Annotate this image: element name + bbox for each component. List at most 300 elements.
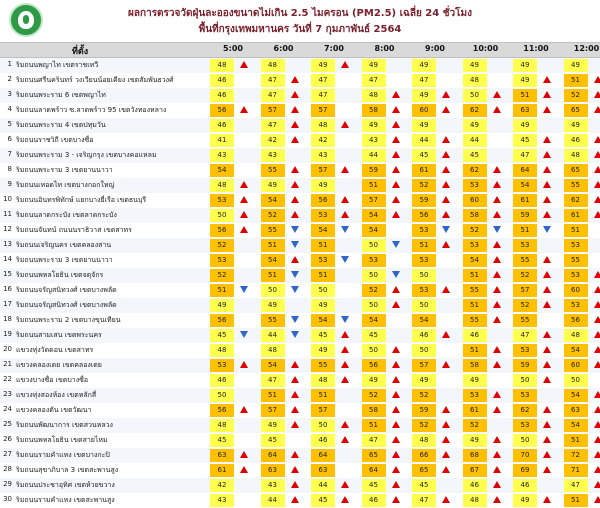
pm25-value-cell: 64 [362,464,386,477]
pm25-value-cell: 49 [463,374,487,387]
pm25-value-cell: 46 [412,329,436,342]
pm25-value-cell: 50 [362,344,386,357]
pm25-value-cell: 50 [210,209,234,222]
up-triangle-icon [594,436,600,444]
pm25-value-cell: 53 [513,389,537,402]
pm25-value-cell: 49 [463,119,487,132]
up-triangle-icon [493,451,501,459]
pm25-value-cell: 51 [311,389,335,402]
table-row [0,103,600,118]
station-name: ริมถนนเจริญนคร เขตคลองสาน [16,241,112,249]
pm25-value-cell: 51 [564,224,588,237]
table-row [0,238,600,253]
pm25-value-cell: 51 [463,344,487,357]
pm25-value-cell: 47 [261,74,285,87]
row-number: 18 [3,315,12,323]
report-subtitle: พื้นที่กรุงเทพมหานคร วันที่ 7 กุมภาพันธ์ 2564 [198,24,402,35]
pm25-value-cell: 54 [362,314,386,327]
up-triangle-icon [291,406,299,414]
up-triangle-icon [594,466,600,474]
table-row [0,343,600,358]
up-triangle-icon [240,361,248,369]
time-header: 9:00 [425,44,445,53]
table-row [0,433,600,448]
pm25-value-cell: 52 [513,299,537,312]
station-name: ริมถนนสามเสน เขตพระนคร [16,331,102,339]
pm25-value-cell: 45 [311,494,335,507]
row-number: 3 [7,90,12,98]
pm25-value-cell: 43 [362,134,386,147]
up-triangle-icon [392,376,400,384]
pm25-value-cell: 49 [362,374,386,387]
pm25-value-cell: 58 [362,104,386,117]
pm25-value-cell: 47 [261,89,285,102]
pm25-value-cell: 48 [210,59,234,72]
up-triangle-icon [594,166,600,174]
pm25-value-cell: 65 [564,104,588,117]
up-triangle-icon [543,136,551,144]
up-triangle-icon [291,481,299,489]
time-header: 12:00 [573,44,600,53]
pm25-value-cell: 50 [261,284,285,297]
row-number: 24 [3,405,12,413]
up-triangle-icon [341,346,349,354]
up-triangle-icon [392,151,400,159]
pm25-value-cell: 54 [362,209,386,222]
station-name: ริมถนนลาดกระบัง เขตลาดกระบัง [16,211,117,219]
down-triangle-icon [291,226,299,234]
up-triangle-icon [442,196,450,204]
pm25-value-cell: 63 [564,404,588,417]
pm25-value-cell: 50 [362,299,386,312]
pm25-value-cell: 49 [412,119,436,132]
pm25-value-cell: 54 [412,314,436,327]
pm25-value-cell: 50 [311,284,335,297]
pm25-value-cell: 50 [513,374,537,387]
up-triangle-icon [240,226,248,234]
station-name: ริมถนนพัฒนาการ เขตสวนหลวง [16,421,113,429]
station-name: ริมถนนพหลโยธิน เขตจตุจักร [16,271,104,279]
pm25-value-cell: 51 [210,284,234,297]
up-triangle-icon [291,496,299,504]
pm25-value-cell: 43 [210,494,234,507]
up-triangle-icon [594,331,600,339]
pm25-value-cell: 53 [564,299,588,312]
pm25-value-cell: 43 [210,149,234,162]
pm25-value-cell: 48 [311,119,335,132]
up-triangle-icon [442,331,450,339]
down-triangle-icon [240,286,248,294]
pm25-value-cell: 57 [311,404,335,417]
up-triangle-icon [392,106,400,114]
pm25-value-cell: 51 [311,269,335,282]
pm25-value-cell: 50 [513,434,537,447]
pm25-value-cell: 67 [463,464,487,477]
station-name: ริมถนนจรัญสนิทวงศ์ เขตบางพลัด [16,301,117,309]
pm25-value-cell: 59 [513,209,537,222]
up-triangle-icon [543,166,551,174]
up-triangle-icon [442,181,450,189]
pm25-value-cell: 52 [261,209,285,222]
pm25-value-cell: 51 [261,269,285,282]
up-triangle-icon [341,436,349,444]
pm25-value-cell: 49 [412,89,436,102]
time-header: 10:00 [472,44,499,53]
pm25-value-cell: 56 [210,104,234,117]
up-triangle-icon [493,286,501,294]
pm25-value-cell: 43 [311,149,335,162]
row-number: 8 [7,165,12,173]
pm25-value-cell: 64 [311,449,335,462]
pm25-value-cell: 50 [412,269,436,282]
pm25-value-cell: 52 [513,269,537,282]
up-triangle-icon [594,196,600,204]
pm25-value-cell: 53 [513,239,537,252]
table-row [0,478,600,493]
pm25-value-cell: 53 [311,209,335,222]
pm25-value-cell: 49 [261,299,285,312]
table-row [0,493,600,508]
row-number: 26 [3,435,12,443]
up-triangle-icon [240,196,248,204]
pm25-value-cell: 46 [463,329,487,342]
pm25-value-cell: 56 [210,404,234,417]
up-triangle-icon [493,196,501,204]
down-triangle-icon [341,226,349,234]
pm25-value-cell: 55 [564,254,588,267]
pm25-value-cell: 41 [210,134,234,147]
pm25-value-cell: 44 [311,479,335,492]
pm25-value-cell: 53 [513,344,537,357]
station-name: ริมถนนพระราม 2 เขตบางขุนเทียน [16,316,121,324]
up-triangle-icon [341,376,349,384]
up-triangle-icon [291,91,299,99]
up-triangle-icon [493,106,501,114]
pm25-value-cell: 50 [362,269,386,282]
up-triangle-icon [341,496,349,504]
up-triangle-icon [493,271,501,279]
pm25-value-cell: 54 [210,164,234,177]
up-triangle-icon [392,436,400,444]
table-row [0,253,600,268]
pm25-value-cell: 61 [463,404,487,417]
pm25-value-cell: 48 [362,89,386,102]
pm25-value-cell: 49 [261,419,285,432]
pm25-value-cell: 51 [261,389,285,402]
row-number: 22 [3,375,12,383]
pm25-value-cell: 57 [311,104,335,117]
pm25-value-cell: 55 [463,314,487,327]
up-triangle-icon [442,151,450,159]
up-triangle-icon [543,106,551,114]
up-triangle-icon [341,421,349,429]
table-row [0,373,600,388]
down-triangle-icon [392,271,400,279]
pm25-value-cell: 51 [564,74,588,87]
pm25-value-cell: 55 [311,359,335,372]
pm25-value-cell: 49 [311,344,335,357]
report-header [0,0,600,42]
down-triangle-icon [240,331,248,339]
up-triangle-icon [543,421,551,429]
pm25-value-cell: 60 [564,284,588,297]
up-triangle-icon [493,436,501,444]
up-triangle-icon [291,466,299,474]
pm25-value-cell: 48 [261,344,285,357]
pm25-value-cell: 47 [564,479,588,492]
row-number: 20 [3,345,12,353]
station-name: ริมถนนอินทรพิทักษ์ แยกบางยี่เรือ เขตธนบุรี [16,196,147,204]
pm25-value-cell: 49 [362,59,386,72]
pm25-value-cell: 61 [513,194,537,207]
pm25-value-cell: 50 [412,344,436,357]
up-triangle-icon [493,466,501,474]
pm25-value-cell: 44 [362,149,386,162]
pm25-value-cell: 57 [362,194,386,207]
pm25-value-cell: 47 [513,149,537,162]
down-triangle-icon [392,241,400,249]
table-row [0,88,600,103]
pm25-value-cell: 48 [564,149,588,162]
pm25-value-cell: 47 [412,494,436,507]
up-triangle-icon [543,301,551,309]
pm25-value-cell: 53 [463,179,487,192]
up-triangle-icon [594,496,600,504]
up-triangle-icon [341,61,349,69]
row-number: 7 [7,150,12,158]
pm25-value-cell: 63 [261,464,285,477]
down-triangle-icon [291,286,299,294]
station-name: ริมถนนพหลโยธิน เขตสายไหม [16,436,108,444]
up-triangle-icon [392,181,400,189]
pm25-value-cell: 47 [362,434,386,447]
up-triangle-icon [442,91,450,99]
pm25-value-cell: 51 [362,419,386,432]
up-triangle-icon [493,496,501,504]
pm25-value-cell: 49 [513,494,537,507]
pm25-value-cell: 45 [412,149,436,162]
pm25-value-cell: 46 [463,479,487,492]
row-number: 25 [3,420,12,428]
up-triangle-icon [291,361,299,369]
pm25-value-cell: 52 [210,239,234,252]
table-row [0,313,600,328]
pm25-value-cell: 54 [362,224,386,237]
pm25-value-cell: 66 [412,449,436,462]
up-triangle-icon [240,106,248,114]
pm25-value-cell: 55 [261,164,285,177]
pm25-value-cell: 51 [463,299,487,312]
station-name: ริมถนนเทอดไท เขตบางกอกใหญ่ [16,181,115,189]
down-triangle-icon [291,331,299,339]
table-header [0,42,600,58]
up-triangle-icon [291,181,299,189]
pm25-value-cell: 53 [463,239,487,252]
down-triangle-icon [291,271,299,279]
pm25-value-cell: 50 [362,239,386,252]
up-triangle-icon [291,211,299,219]
up-triangle-icon [493,316,501,324]
station-name: ริมถนนประชาอุทิศ เขตห้วยขวาง [16,481,115,489]
up-triangle-icon [594,451,600,459]
pm25-value-cell: 49 [412,374,436,387]
table-row [0,403,600,418]
pm25-value-cell: 53 [210,359,234,372]
table-row [0,163,600,178]
pm25-value-cell: 48 [564,329,588,342]
pm25-value-cell: 49 [513,74,537,87]
table-row [0,133,600,148]
pm25-value-cell: 53 [564,269,588,282]
up-triangle-icon [291,391,299,399]
row-number: 13 [3,240,12,248]
pm25-value-cell: 57 [261,404,285,417]
row-number: 19 [3,330,12,338]
pm25-value-cell: 54 [564,344,588,357]
up-triangle-icon [240,451,248,459]
pm25-value-cell: 51 [564,434,588,447]
pm25-value-cell: 58 [463,359,487,372]
up-triangle-icon [594,91,600,99]
row-number: 27 [3,450,12,458]
up-triangle-icon [493,361,501,369]
station-name: แขวงคลองเตย เขตคลองเตย [16,361,102,369]
pm25-value-cell: 64 [513,164,537,177]
up-triangle-icon [543,346,551,354]
time-header: 11:00 [523,44,549,53]
pm25-value-cell: 49 [311,59,335,72]
pm25-value-cell: 48 [261,59,285,72]
pm25-value-cell: 70 [513,449,537,462]
up-triangle-icon [442,421,450,429]
pm25-value-cell: 58 [362,404,386,417]
pm25-value-cell: 45 [362,329,386,342]
pm25-value-cell: 54 [564,389,588,402]
up-triangle-icon [442,136,450,144]
station-name: ริมถนนสุขาภิบาล 3 เขตสะพานสูง [16,466,119,474]
up-triangle-icon [543,271,551,279]
pm25-value-cell: 58 [463,209,487,222]
pm25-value-cell: 63 [210,449,234,462]
up-triangle-icon [594,316,600,324]
up-triangle-icon [442,496,450,504]
table-row [0,58,600,73]
pm25-value-cell: 51 [513,224,537,237]
pm25-value-cell: 49 [564,59,588,72]
station-name: ริมถนนพระราม 6 เขตพญาไท [16,91,106,99]
up-triangle-icon [442,436,450,444]
up-triangle-icon [543,361,551,369]
table-row [0,118,600,133]
pm25-value-cell: 51 [412,239,436,252]
pm25-value-cell: 46 [210,119,234,132]
pm25-value-cell: 45 [261,434,285,447]
pm25-value-cell: 51 [311,239,335,252]
up-triangle-icon [392,481,400,489]
pm25-value-cell: 48 [463,494,487,507]
pm25-value-cell: 52 [412,419,436,432]
report-title: ผลการตรวจวัดฝุ่นละอองขนาดไม่เกิน 2.5 ไมครอน (PM2.5) เฉลี่ย 24 ชั่วโมง [128,8,472,19]
pm25-value-cell: 53 [311,254,335,267]
table-row [0,388,600,403]
pm25-value-cell: 59 [513,359,537,372]
up-triangle-icon [240,181,248,189]
up-triangle-icon [493,211,501,219]
up-triangle-icon [442,166,450,174]
pm25-value-cell: 47 [513,329,537,342]
up-triangle-icon [493,481,501,489]
up-triangle-icon [291,421,299,429]
pm25-value-cell: 55 [564,179,588,192]
pm25-value-cell: 52 [362,389,386,402]
up-triangle-icon [594,136,600,144]
row-number: 6 [7,135,12,143]
pm25-value-cell: 60 [463,194,487,207]
pm25-value-cell: 53 [210,254,234,267]
pm25-value-cell: 49 [564,119,588,132]
pm25-value-cell: 48 [210,419,234,432]
pm25-value-cell: 52 [564,89,588,102]
up-triangle-icon [392,91,400,99]
pm25-value-cell: 49 [513,119,537,132]
pm25-value-cell: 61 [412,164,436,177]
table-row [0,298,600,313]
pm25-value-cell: 64 [261,449,285,462]
pm25-value-cell: 46 [210,374,234,387]
pm25-value-cell: 53 [412,224,436,237]
up-triangle-icon [493,256,501,264]
pm25-value-cell: 71 [564,464,588,477]
up-triangle-icon [543,436,551,444]
pm25-value-cell: 60 [412,104,436,117]
pm25-value-cell: 44 [463,134,487,147]
pm25-value-cell: 47 [412,74,436,87]
up-triangle-icon [543,451,551,459]
pm25-value-cell: 54 [261,194,285,207]
up-triangle-icon [341,361,349,369]
pm25-value-cell: 46 [210,89,234,102]
table-row [0,178,600,193]
pm25-value-cell: 57 [412,359,436,372]
pm25-value-cell: 52 [412,179,436,192]
up-triangle-icon [543,196,551,204]
pm25-value-cell: 53 [463,389,487,402]
up-triangle-icon [493,346,501,354]
up-triangle-icon [442,286,450,294]
row-number: 12 [3,225,12,233]
pm25-value-cell: 45 [210,329,234,342]
up-triangle-icon [240,466,248,474]
pm25-value-cell: 47 [311,74,335,87]
time-header: 8:00 [374,44,395,53]
pm25-value-cell: 59 [412,404,436,417]
up-triangle-icon [442,106,450,114]
pm25-value-cell: 57 [513,284,537,297]
row-number: 4 [7,105,12,113]
station-name: ริมถนนพระราม 4 เขตปทุมวัน [16,121,106,129]
pm25-value-cell: 48 [412,434,436,447]
up-triangle-icon [594,151,600,159]
pm25-value-cell: 45 [463,149,487,162]
down-triangle-icon [493,226,501,234]
row-number: 9 [7,180,12,188]
pm25-value-cell: 50 [311,419,335,432]
pm25-value-cell: 49 [210,299,234,312]
pm25-value-cell: 65 [362,449,386,462]
pm25-value-cell: 54 [311,224,335,237]
up-triangle-icon [240,406,248,414]
pm25-value-cell: 62 [513,404,537,417]
